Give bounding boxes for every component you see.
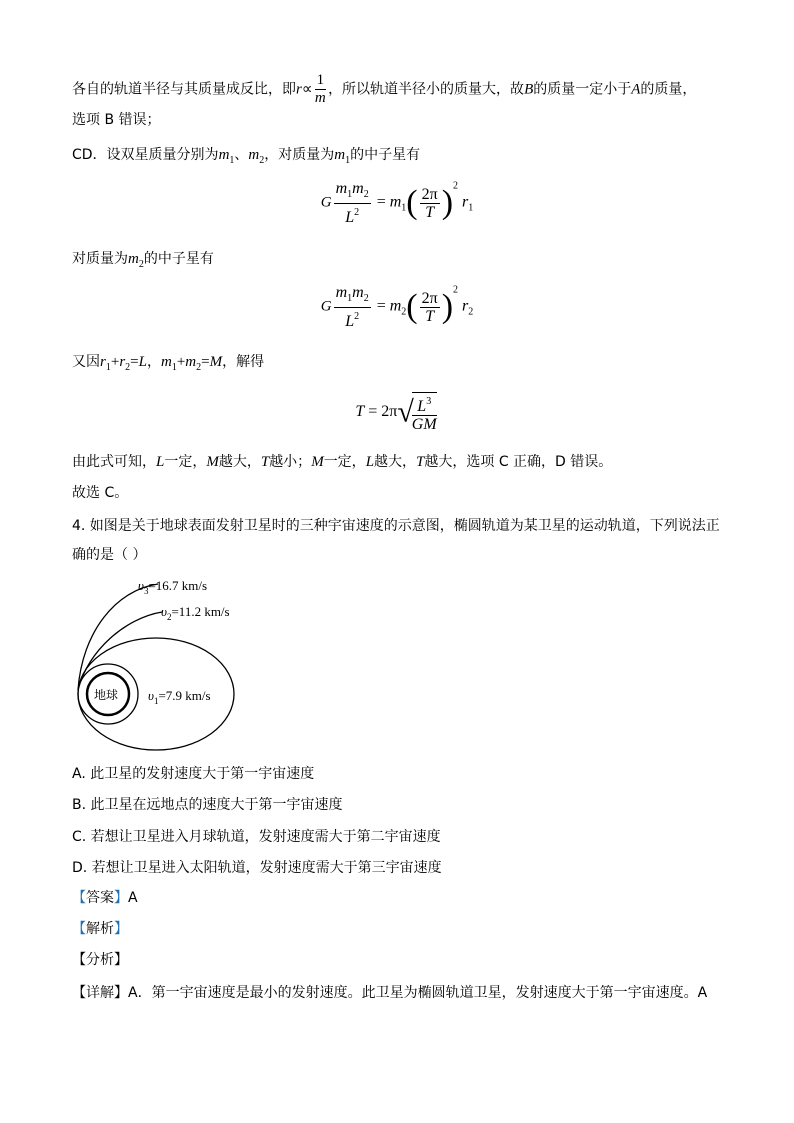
text: 由此式可知， xyxy=(72,454,156,470)
equals: = xyxy=(368,403,378,421)
math-m: m xyxy=(160,354,172,370)
math-r: r xyxy=(462,297,469,315)
math-M: M xyxy=(206,454,219,470)
sup: 2 xyxy=(453,284,459,296)
v2-label xyxy=(161,604,230,622)
v1-value: =7.9 km/s xyxy=(158,688,211,703)
two-pi: 2π xyxy=(381,403,398,421)
earth-label: 地球 xyxy=(94,688,119,702)
fraction xyxy=(420,290,440,325)
math-M: M xyxy=(311,454,324,470)
analysis-line xyxy=(72,919,128,939)
option-c: C. 若想让卫星进入月球轨道，发射速度需大于第二宇宙速度 xyxy=(72,829,441,845)
text-line: 故选 C。 xyxy=(72,485,129,501)
math-prop: ∝ xyxy=(301,81,313,98)
fenxi-line xyxy=(72,950,128,970)
sup: 3 xyxy=(426,396,432,407)
sub: 2 xyxy=(196,362,202,373)
math-v: υ xyxy=(148,688,154,703)
numerator xyxy=(412,393,437,416)
sub: 2 xyxy=(138,259,144,270)
numerator: 1 xyxy=(316,72,325,88)
text: 的质量一定小于 xyxy=(533,81,632,98)
numerator: 2π xyxy=(421,289,438,307)
sub: 1 xyxy=(345,155,351,166)
sub: 2 xyxy=(468,306,474,318)
text: ，对质量为 xyxy=(264,147,335,163)
sub: 1 xyxy=(153,696,159,706)
math-M: M xyxy=(209,354,223,370)
text: 一定， xyxy=(164,454,207,470)
bracket-left: 【 xyxy=(72,890,86,906)
math-B: B xyxy=(524,81,534,98)
text-line xyxy=(72,72,696,107)
text-line xyxy=(72,145,420,171)
equals: = xyxy=(376,297,386,315)
math-L: L xyxy=(417,398,427,415)
numerator xyxy=(334,284,371,308)
text-line xyxy=(72,352,264,378)
escape-velocity-figure xyxy=(66,572,306,756)
question-4-line-2: 确的是（ ） xyxy=(72,547,147,563)
v3-value: =16.7 km/s xyxy=(148,578,208,593)
sub: 1 xyxy=(105,362,111,373)
text-line: 选项 B 错误； xyxy=(72,112,161,128)
text: 越大，选项 C 正确，D 错误。 xyxy=(424,454,613,470)
sub: 1 xyxy=(229,155,235,166)
sub: 2 xyxy=(363,293,369,304)
math-m: m xyxy=(248,147,260,163)
equals: = xyxy=(201,354,210,370)
equation-3 xyxy=(0,392,794,433)
math-m: m xyxy=(185,354,197,370)
math-r: r xyxy=(100,354,106,370)
math-m: m xyxy=(128,251,139,267)
bracket-left: 【 xyxy=(72,985,86,1001)
text: 越大， xyxy=(374,454,417,470)
math-m: m xyxy=(218,147,230,163)
bracket-right: 】 xyxy=(114,952,128,968)
paren-right: ) xyxy=(441,184,454,221)
fraction xyxy=(334,180,371,226)
equation-2 xyxy=(0,284,794,330)
text: 的质量， xyxy=(640,81,697,98)
option-d: D. 若想让卫星进入太阳轨道，发射速度需大于第三宇宙速度 xyxy=(72,860,442,876)
sub: 3 xyxy=(143,586,149,596)
detail-tag: 详解 xyxy=(86,985,114,1001)
text: ，解得 xyxy=(222,354,265,370)
math-A: A xyxy=(631,81,641,98)
math-r: r xyxy=(296,81,302,98)
detail-line xyxy=(72,983,707,1003)
math-T: T xyxy=(355,403,365,421)
sub: 1 xyxy=(468,202,474,214)
numerator: 2π xyxy=(421,185,438,203)
text: 的中子星有 xyxy=(350,147,421,163)
math-r: r xyxy=(462,193,469,211)
math-T: T xyxy=(260,454,270,470)
detail-text: A．第一宇宙速度是最小的发射速度。此卫星为椭圆轨道卫星，发射速度大于第一宇宙速度。A xyxy=(128,985,708,1001)
fraction xyxy=(315,72,327,107)
math-L: L xyxy=(345,313,355,330)
text: 各自的轨道半径与其质量成反比，即 xyxy=(72,81,296,98)
denominator: m xyxy=(314,90,326,106)
sub: 1 xyxy=(401,202,407,214)
v3-label xyxy=(138,578,207,596)
math-m: m xyxy=(352,180,364,197)
text: 、 xyxy=(234,147,249,163)
math-v: υ xyxy=(161,604,167,619)
sub: 2 xyxy=(259,155,265,166)
math-G: G xyxy=(320,194,332,211)
math-G: G xyxy=(320,298,332,315)
math-m: m xyxy=(389,297,402,315)
text: ，所以轨道半径小的质量大，故 xyxy=(328,81,525,98)
math-v: υ xyxy=(138,578,144,593)
sup: 2 xyxy=(453,180,459,192)
question-4-line-1: 4. 如图是关于地球表面发射卫星时的三种宇宙速度的示意图，椭圆轨道为某卫星的运动轨道，下列说法正 xyxy=(72,518,720,534)
equals: = xyxy=(130,354,139,370)
bracket-right: 】 xyxy=(114,985,128,1001)
orbit-diagram xyxy=(66,572,306,752)
text-line xyxy=(72,452,612,472)
denominator xyxy=(334,204,371,226)
v2-value: =11.2 km/s xyxy=(171,604,230,619)
math-L: L xyxy=(365,454,375,470)
bracket-right: 】 xyxy=(114,890,128,906)
math-L: L xyxy=(138,354,147,370)
equals: = xyxy=(376,193,386,211)
sup: 2 xyxy=(354,207,360,218)
numerator xyxy=(334,180,371,204)
text: 越大， xyxy=(218,454,261,470)
paren-left: ( xyxy=(406,184,418,221)
bracket-right: 】 xyxy=(114,921,128,937)
sub: 2 xyxy=(166,612,172,622)
text-line xyxy=(72,249,214,275)
answer-value: A xyxy=(128,890,138,906)
math-m: m xyxy=(352,284,364,301)
math-GM: GM xyxy=(411,416,437,433)
trajectory-v3 xyxy=(78,584,158,690)
math-m: m xyxy=(335,284,348,301)
sub: 1 xyxy=(171,362,177,373)
math-r: r xyxy=(119,354,126,370)
math-T: T xyxy=(416,454,425,470)
analysis-tag: 解析 xyxy=(86,921,114,937)
option-a: A. 此卫星的发射速度大于第一宇宙速度 xyxy=(72,766,315,782)
option-b: B. 此卫星在远地点的速度大于第一宇宙速度 xyxy=(72,797,343,813)
denominator xyxy=(412,416,437,433)
answer-tag: 答案 xyxy=(86,890,114,906)
math-m: m xyxy=(334,147,346,163)
sub: 2 xyxy=(363,189,369,200)
sqrt-symbol: √ xyxy=(397,395,414,429)
plus: + xyxy=(110,354,120,370)
paren-right: ) xyxy=(441,288,454,325)
denominator xyxy=(420,204,440,221)
fenxi-tag: 分析 xyxy=(86,952,114,968)
math-T: T xyxy=(425,307,435,325)
plus: + xyxy=(176,354,186,370)
text: 越小； xyxy=(269,454,312,470)
text: ， xyxy=(146,354,161,370)
text: 一定， xyxy=(323,454,366,470)
text: 的中子星有 xyxy=(143,251,214,267)
fraction xyxy=(420,186,440,221)
text: 对质量为 xyxy=(72,251,128,267)
math-T: T xyxy=(425,203,435,221)
fraction xyxy=(334,284,371,330)
math-L: L xyxy=(345,209,355,226)
sub: 2 xyxy=(125,362,131,373)
sub: 2 xyxy=(401,306,407,318)
bracket-left: 【 xyxy=(72,921,86,937)
math-L: L xyxy=(156,454,165,470)
v1-label xyxy=(148,688,211,706)
text: 又因 xyxy=(72,354,100,370)
sub: 1 xyxy=(347,293,353,304)
bracket-left: 【 xyxy=(72,952,86,968)
text: CD．设双星质量分别为 xyxy=(72,147,219,163)
math-m: m xyxy=(335,180,348,197)
denominator xyxy=(334,308,371,330)
math-m: m xyxy=(389,193,402,211)
equation-1 xyxy=(0,180,794,226)
answer-line xyxy=(72,888,138,908)
paren-left: ( xyxy=(406,288,418,325)
sub: 1 xyxy=(347,189,353,200)
denominator xyxy=(420,308,440,325)
fraction xyxy=(412,392,437,433)
sup: 2 xyxy=(354,311,360,322)
